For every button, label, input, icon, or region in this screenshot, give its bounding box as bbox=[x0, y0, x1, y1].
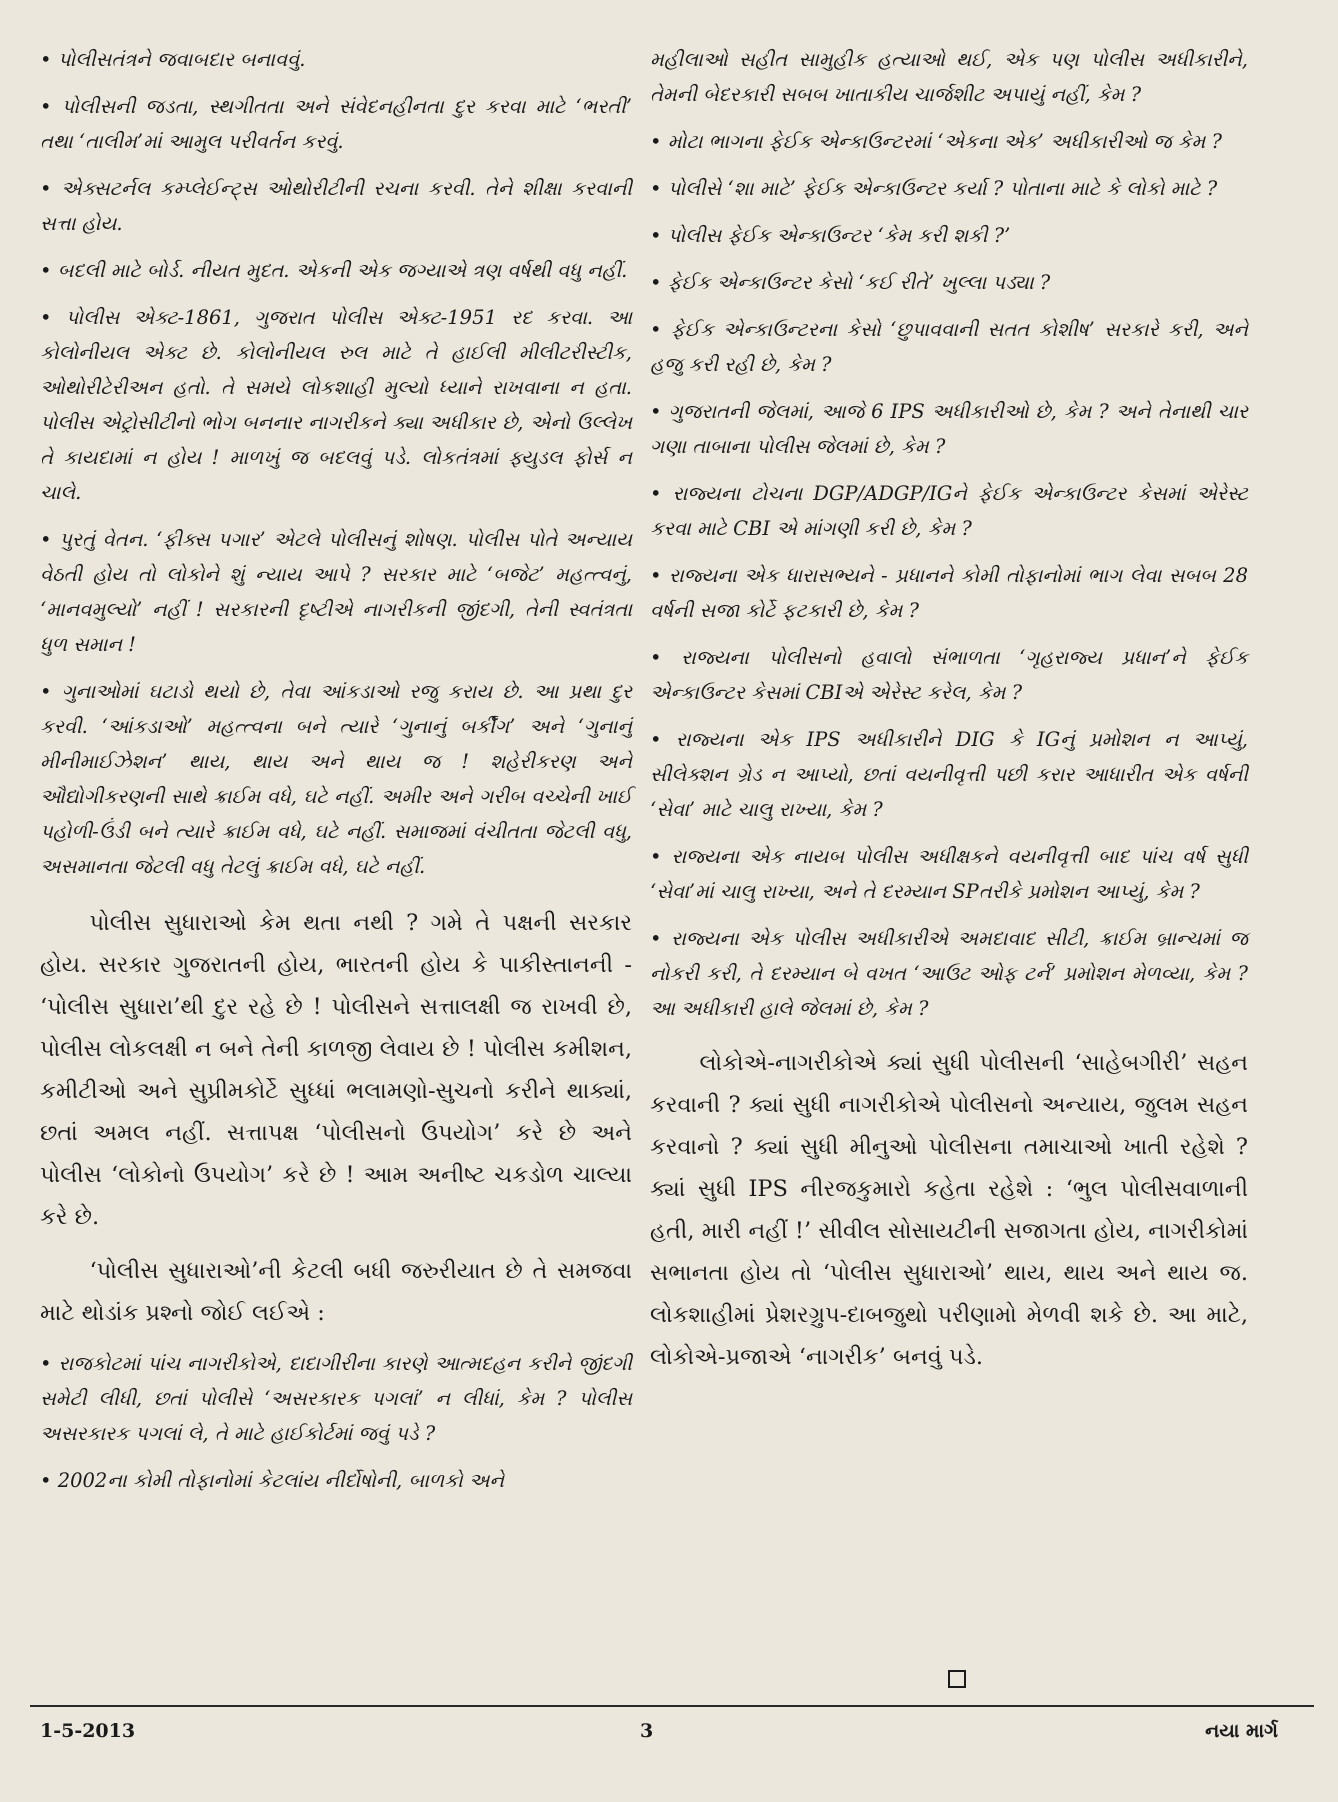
footer-divider bbox=[30, 1705, 1314, 1707]
body-paragraph: ‘પોલીસ સુધારાઓ’ની કેટલી બધી જરુરીયાત છે તે સમજવા માટે થોડાંક પ્રશ્નો જોઈ લઈએ : bbox=[40, 1258, 632, 1326]
bullet-item: • રાજ્યના પોલીસનો હવાલો સંભાળતા ‘ગૃહરાજ્ય પ્રધાન’ને ફેઈક એન્કાઉન્ટર કેસમાં CBIએ એરેસ્ટ કરેલ, કેમ ? bbox=[650, 646, 1248, 704]
bullet-item: • રાજ્યના એક નાયબ પોલીસ અધીક્ષકને વયનીવૃત્તી બાદ પાંચ વર્ષ સુધી ‘સેવા’માં ચાલુ રાખ્યા, અને તે દરમ્યાન SPતરીકે પ્રમોશન આપ્યું, કેમ ? bbox=[650, 845, 1248, 903]
bullet-item: • પોલીસની જડતા, સ્થગીતતા અને સંવેદનહીનતા દુર કરવા માટે ‘ભરતી’ તથા ‘તાલીમ’માં આમુલ પરીવર્તન કરવું. bbox=[40, 95, 632, 153]
bullet-item: • રાજ્યના ટોચના DGP/ADGP/IGને ફેઈક એન્કાઉન્ટર કેસમાં એરેસ્ટ કરવા માટે CBI એ માંગણી કરી છે, કેમ ? bbox=[650, 482, 1248, 540]
end-of-article-box-icon bbox=[948, 1670, 966, 1688]
bullet-item: • પોલીસતંત્રને જવાબદાર બનાવવું. bbox=[40, 48, 306, 71]
footer-date: 1-5-2013 bbox=[40, 1720, 136, 1742]
bullet-item: • ગુનાઓમાં ઘટાડો થયો છે, તેવા આંકડાઓ રજુ કરાય છે. આ પ્રથા દુર કરવી. ‘આંકડાઓ’ મહત્ત્વના બને ત્યારે ‘ગુનાનું બર્કીંગ’ અને ‘ગુનાનું મીનીમાઈઝેશન’ થાય, થાય અને થાય જ ! શહેરીકરણ અને ઔદ્યોગીકરણની સાથે ક્રાઈમ વધે, ઘટે નહીં. અમીર અને ગરીબ વચ્ચેની ખાઈ પહોળી-ઉંડી બને ત્યારે ક્રાઈમ વધે, ઘટે નહીં. સમાજમાં વંચીતતા જેટલી વધુ, અસમાનતા જેટલી વધુ તેટલું ક્રાઈમ વધે, ઘટે નહીં. bbox=[40, 680, 632, 878]
bullet-item: • રાજ્યના એક ધારાસભ્યને - પ્રધાનને કોમી તોફાનોમાં ભાગ લેવા સબબ 28 વર્ષની સજા કોર્ટે ફટકારી છે, કેમ ? bbox=[650, 564, 1248, 622]
bullet-item: • ગુજરાતની જેલમાં, આજે 6 IPS અધીકારીઓ છે, કેમ ? અને તેનાથી ચાર ગણા તાબાના પોલીસ જેલમાં છે, કેમ ? bbox=[650, 400, 1248, 458]
bullet-item: • બદલી માટે બોર્ડ. નીયત મુદત. એકની એક જગ્યાએ ત્રણ વર્ષથી વધુ નહીં. bbox=[40, 259, 628, 282]
body-paragraph: પોલીસ સુધારાઓ કેમ થતા નથી ? ગમે તે પક્ષની સરકાર હોય. સરકાર ગુજરાતની હોય, ભારતની હોય કે પાકીસ્તાનની - ‘પોલીસ સુધારા’થી દુર રહે છે ! પોલીસને સત્તાલક્ષી જ રાખવી છે, પોલીસ લોકલક્ષી ન બને તેની કાળજી લેવાય છે ! પોલીસ કમીશન, કમીટીઓ અને સુપ્રીમકોર્ટે સુધ્ધાં ભલામણો-સુચનો કરીને થાક્યાં, છતાં અમલ નહીં. સત્તાપક્ષ ‘પોલીસનો ઉપયોગ’ કરે છે અને પોલીસ ‘લોકોનો ઉપયોગ’ કરે છે ! આમ અનીષ્ટ ચકડોળ ચાલ્યા કરે છે. bbox=[40, 910, 632, 1230]
bullet-item: • એક્સટર્નલ કમ્પ્લેઈન્ટ્સ ઓથોરીટીની રચના કરવી. તેને શીક્ષા કરવાની સત્તા હોય. bbox=[40, 177, 632, 235]
page-number: 3 bbox=[640, 1720, 654, 1742]
bullet-item: • પોલીસે ‘શા માટે’ ફેઈક એન્કાઉન્ટર કર્યા ? પોતાના માટે કે લોકો માટે ? bbox=[650, 177, 1218, 200]
bullet-item: • મોટા ભાગના ફેઈક એન્કાઉન્ટરમાં ‘એકના એક’ અધીકારીઓ જ કેમ ? bbox=[650, 130, 1222, 153]
magazine-name: નયા માર્ગ bbox=[1205, 1720, 1278, 1742]
bullet-item: • રાજ્યના એક પોલીસ અધીકારીએ અમદાવાદ સીટી, ક્રાઈમ બ્રાન્ચમાં જ નોકરી કરી, તે દરમ્યાન બે વખત ‘આઉટ ઓફ ટર્ન’ પ્રમોશન મેળવ્યા, કેમ ? આ અધીકારી હાલે જેલમાં છે, કેમ ? bbox=[650, 927, 1248, 1020]
bullet-item: • ફેઈક એન્કાઉન્ટરના કેસો ‘છુપાવવાની સતત કોશીષ’ સરકારે કરી, અને હજુ કરી રહી છે, કેમ ? bbox=[650, 318, 1248, 376]
bullet-item: • ફેઈક એન્કાઉન્ટર કેસો ‘કઈ રીતે’ ખુલ્લા પડ્યા ? bbox=[650, 271, 1051, 294]
right-column bbox=[650, 42, 1248, 1390]
bullet-item: • પોલીસ ફેઈક એન્કાઉન્ટર ‘કેમ કરી શકી ?’ bbox=[650, 224, 1011, 247]
bullet-item: • રાજ્યના એક IPS અધીકારીને DIG કે IGનું પ્રમોશન ન આપ્યું, સીલેક્શન ગ્રેડ ન આપ્યો, છતાં વયનીવૃત્તી પછી કરાર આધારીત એક વર્ષની ‘સેવા’ માટે ચાલુ રાખ્યા, કેમ ? bbox=[650, 728, 1248, 821]
body-paragraph: લોકોએ-નાગરીકોએ ક્યાં સુધી પોલીસની ‘સાહેબગીરી’ સહન કરવાની ? ક્યાં સુધી નાગરીકોએ પોલીસનો અન્યાય, જુલમ સહન કરવાનો ? ક્યાં સુધી મીનુઓ પોલીસના તમાચાઓ ખાતી રહેશે ? ક્યાં સુધી IPS નીરજકુમારો કહેતા રહેશે : ‘ભુલ પોલીસવાળાની હતી, મારી નહીં !’ સીવીલ સોસાયટીની સજાગતા હોય, નાગરીકોમાં સભાનતા હોય તો ‘પોલીસ સુધારાઓ’ થાય, થાય અને થાય જ. લોકશાહીમાં પ્રેશરગ્રુપ-દાબજુથો પરીણામો મેળવી શકે છે. આ માટે, લોકોએ-પ્રજાએ ‘નાગરીક’ બનવું પડે. bbox=[650, 1050, 1248, 1370]
left-column bbox=[40, 42, 632, 1510]
bullet-item: મહીલાઓ સહીત સામુહીક હત્યાઓ થઈ, એક પણ પોલીસ અધીકારીને, તેમની બેદરકારી સબબ ખાતાકીય ચાર્જશીટ અપાયું નહીં, કેમ ? bbox=[650, 48, 1248, 106]
bullet-item: • પુરતું વેતન. ‘ફીક્સ પગાર’ એટલે પોલીસનું શોષણ. પોલીસ પોતે અન્યાય વેઠતી હોય તો લોકોને શું ન્યાય આપે ? સરકાર માટે ‘બજેટ’ મહત્ત્વનું, ‘માનવમુલ્યો’ નહીં ! સરકારની દૃષ્ટીએ નાગરીકની જીંદગી, તેની સ્વતંત્રતા ધુળ સમાન ! bbox=[40, 528, 632, 656]
bullet-item: • રાજકોટમાં પાંચ નાગરીકોએ, દાદાગીરીના કારણે આત્મદહન કરીને જીંદગી સમેટી લીધી, છતાં પોલીસે ‘અસરકારક પગલાં’ ન લીધાં, કેમ ? પોલીસ અસરકારક પગલાં લે, તે માટે હાઈકોર્ટમાં જવું પડે ? bbox=[40, 1352, 632, 1445]
bullet-item: • પોલીસ એક્ટ-1861, ગુજરાત પોલીસ એક્ટ-1951 રદ કરવા. આ કોલોનીયલ એક્ટ છે. કોલોનીયલ રુલ માટે તે હાઈલી મીલીટરીસ્ટીક, ઓથોરીટેરીઅન હતો. તે સમયે લોકશાહી મુલ્યો ધ્યાને રાખવાના ન હતા. પોલીસ એટ્રોસીટીનો ભોગ બનનાર નાગરીકને ક્યા અધીકાર છે, એનો ઉલ્લેખ તે કાયદામાં ન હોય ! માળખું જ બદલવું પડે. લોકતંત્રમાં ફ્યુડલ ફોર્સ ન ચાલે. bbox=[40, 306, 632, 504]
bullet-item: • 2002ના કોમી તોફાનોમાં કેટલાંય નીર્દોષોની, બાળકો અને bbox=[40, 1469, 505, 1492]
